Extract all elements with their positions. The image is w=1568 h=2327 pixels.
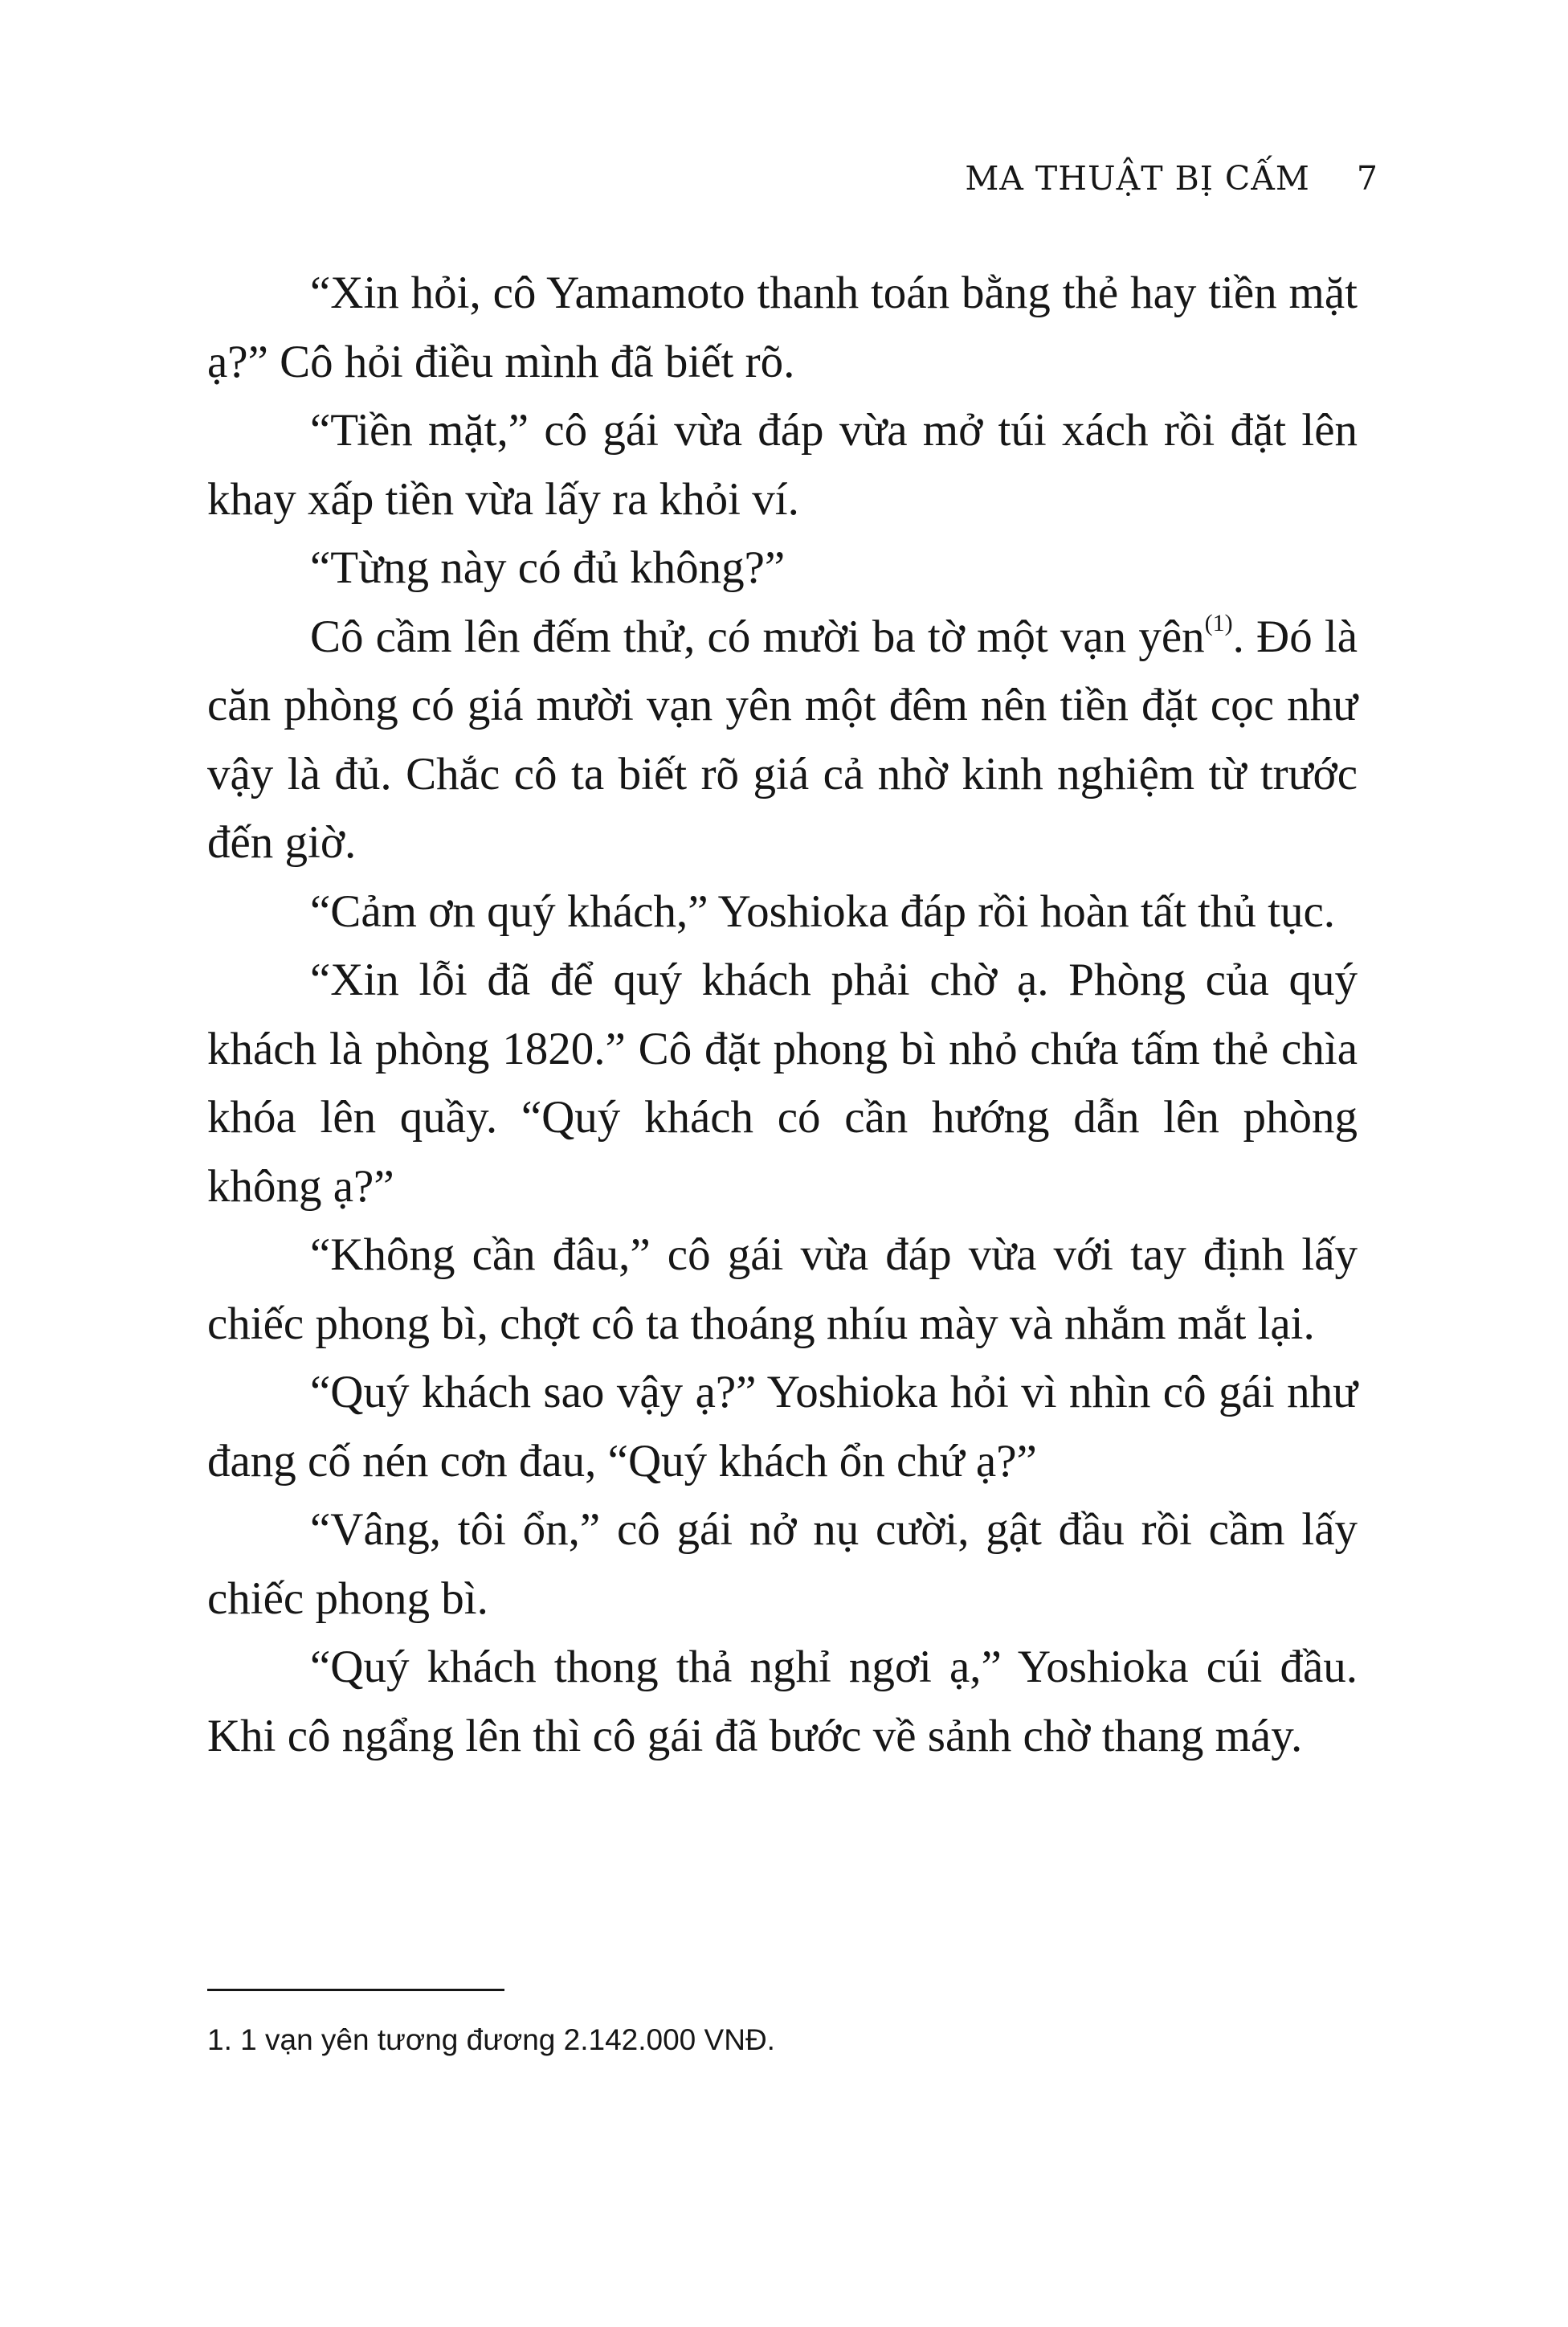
paragraph: “Xin lỗi đã để quý khách phải chờ ạ. Phòng của quý khách là phòng 1820.” Cô đặt phong bì nhỏ chứa tấm thẻ chìa khóa lên quầy. “Quý khách có cần hướng dẫn lên phòng không ạ?”: [207, 955, 1358, 1212]
chapter-title: MA THUẬT BỊ CẤM: [965, 159, 1310, 198]
body-text: [207, 259, 1358, 1770]
running-header: [965, 159, 1378, 198]
paragraph: “Từng này có đủ không?”: [310, 542, 786, 593]
footnote-divider: [207, 1989, 504, 1991]
paragraph: “Không cần đâu,” cô gái vừa đáp vừa với tay định lấy chiếc phong bì, chợt cô ta thoáng nhíu mày và nhắm mắt lại.: [207, 1229, 1358, 1349]
footnote-marker: (1): [1204, 609, 1233, 636]
paragraph: “Tiền mặt,” cô gái vừa đáp vừa mở túi xách rồi đặt lên khay xấp tiền vừa lấy ra khỏi ví.: [207, 405, 1358, 525]
paragraph: “Quý khách thong thả nghỉ ngơi ạ,” Yoshioka cúi đầu. Khi cô ngẩng lên thì cô gái đã bước về sảnh chờ thang máy.: [207, 1642, 1358, 1761]
paragraph-text: . Đó là căn phòng có giá mười vạn yên một đêm nên tiền đặt cọc như vậy là đủ. Chắc cô ta biết rõ giá cả nhờ kinh nghiệm từ trước đến giờ.: [207, 611, 1358, 868]
paragraph: “Xin hỏi, cô Yamamoto thanh toán bằng thẻ hay tiền mặt ạ?” Cô hỏi điều mình đã biết rõ.: [207, 268, 1358, 387]
paragraph: “Quý khách sao vậy ạ?” Yoshioka hỏi vì nhìn cô gái như đang cố nén cơn đau, “Quý khách ổn chứ ạ?”: [207, 1367, 1358, 1487]
footnote: 1. 1 vạn yên tương đương 2.142.000 VNĐ.: [207, 2023, 775, 2056]
paragraph: “Cảm ơn quý khách,” Yoshioka đáp rồi hoàn tất thủ tục.: [310, 885, 1336, 937]
paragraph: “Vâng, tôi ổn,” cô gái nở nụ cười, gật đầu rồi cầm lấy chiếc phong bì.: [207, 1504, 1358, 1624]
page-number: 7: [1356, 159, 1378, 198]
paragraph: [207, 603, 1358, 877]
paragraph-text: Cô cầm lên đếm thử, có mười ba tờ một vạn yên: [310, 611, 1205, 662]
